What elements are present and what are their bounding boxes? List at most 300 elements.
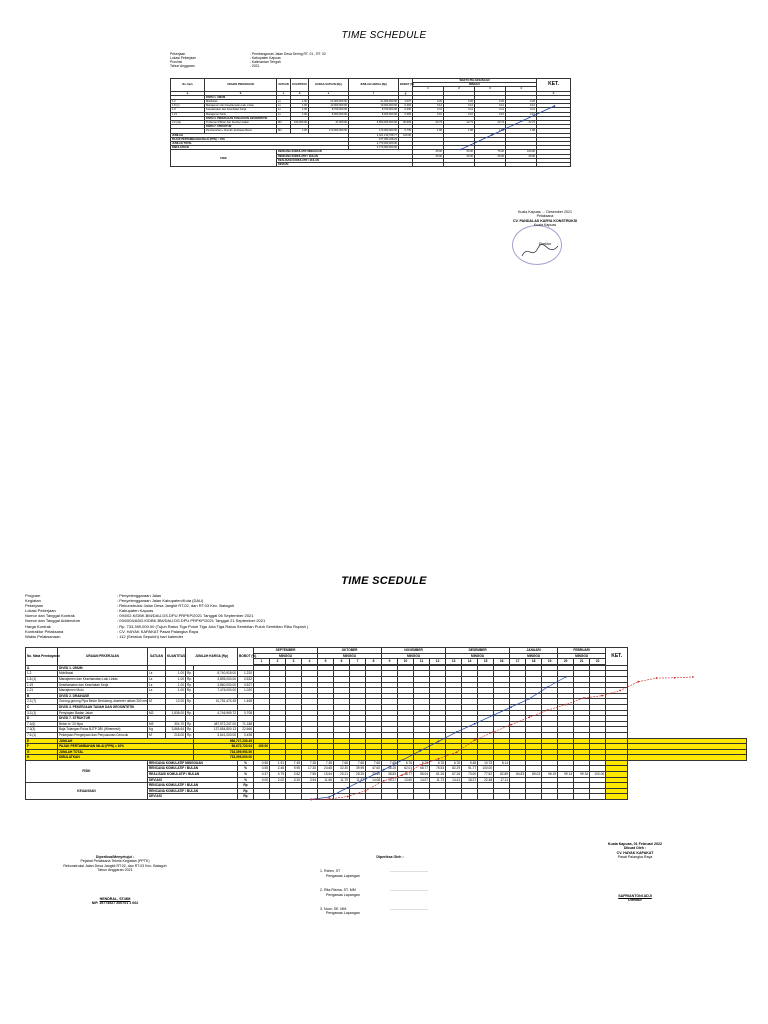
item-satuan: Ls xyxy=(277,100,291,104)
item-jumlah: 8,700,000.00 xyxy=(349,108,399,112)
minggu-header: MINGGU xyxy=(254,653,318,659)
total-label: DIBULATKAN xyxy=(58,755,194,761)
col-bobot: BOBOT (%) xyxy=(399,79,413,92)
item-uraian: Baja Tulangan Polos BJTP 280 (Wiremesh) xyxy=(58,727,148,733)
info-value: : 2021 xyxy=(250,64,260,68)
item-uraian: Penyiapan Badan Jalan xyxy=(58,710,148,716)
item-no: 7.3(3) xyxy=(26,727,58,733)
keuangan-week-value xyxy=(302,794,318,800)
fisik-week-value: 24.65 xyxy=(318,766,334,772)
item-jumlah: 170,000,000.00 xyxy=(349,129,399,133)
week-header: 1 xyxy=(254,659,270,665)
checker-role: Pengawas Lapangan xyxy=(326,873,360,878)
maker-heading: Dibuat Oleh : xyxy=(623,846,647,851)
item-jumlah: 137,654,800.13 xyxy=(194,727,238,733)
keuangan-week-value xyxy=(350,794,366,800)
item-kuantitas: 1.00 xyxy=(166,682,186,688)
info-key: Waktu Pelaksanaan xyxy=(25,633,61,639)
week-header: 19 xyxy=(542,659,558,665)
item-week-value: 22.73 xyxy=(444,121,475,125)
item-no: D xyxy=(26,716,58,722)
month-header: FEBRUARI xyxy=(558,648,606,654)
item-uraian: Keselamatan dan Kesehatan Kerja xyxy=(58,682,148,688)
fisik-week-value: 7.65 xyxy=(366,760,382,766)
item-uraian: Gorong-gorong Pipa Beton Bertulang, diameter dalam 300 mm xyxy=(59,699,148,704)
item-uraian: Pekerjaan Pengerjaan dan Penyusunan Cerucuk xyxy=(58,732,148,738)
keuangan-week-value xyxy=(254,794,270,800)
total-label: DIBULATKAN xyxy=(171,146,349,150)
fisik-week-value: 6.76 xyxy=(398,760,414,766)
fisik-week-value: 7.35 xyxy=(318,760,334,766)
sheet1-project-info xyxy=(170,52,326,68)
info-row xyxy=(170,64,326,68)
keuangan-week-value xyxy=(510,794,526,800)
total-value: 733,399,953.50 xyxy=(194,749,254,755)
item-kuantitas: 1.00 xyxy=(291,112,309,116)
item-uraian: DIVISI 2. DRAINASE xyxy=(58,693,148,699)
item-uraian: Manajemen Mutu xyxy=(205,112,277,116)
fisik-week-value: 0.37 xyxy=(254,772,270,778)
week-header: 18 xyxy=(526,659,542,665)
time-schedule-sheet-2 xyxy=(0,565,768,1024)
fisik-week-value: 11.73 xyxy=(430,777,446,783)
keuangan-week-value xyxy=(526,794,542,800)
fisik-week-value: 17.11 xyxy=(494,777,510,783)
sheet1-schedule-table xyxy=(170,78,571,167)
fisik-week-value: 17.30 xyxy=(302,766,318,772)
sheet1-company: CV. PANDALAS KARYA KONSTRUKSI xyxy=(512,218,578,223)
item-satuan: Ls xyxy=(148,676,166,682)
week-header: 8 xyxy=(366,659,382,665)
fisik-week-value: 2.46 xyxy=(270,766,286,772)
week-header: 14 xyxy=(462,659,478,665)
col-jumlah: JUMLAH HARGA (Rp) xyxy=(349,79,399,92)
item-jumlah: 10,000,000.00 xyxy=(349,104,399,108)
fisik-label: FISIK xyxy=(171,150,277,167)
item-uraian: DIVISI 1. UMUM xyxy=(205,95,277,99)
item-no: 7.6.(1) xyxy=(26,732,58,738)
month-header: NOVEMBER xyxy=(382,648,446,654)
item-uraian: Manajemen dan Keselamatan Lalu Lintas xyxy=(58,676,148,682)
fisik-row-label: REALISASI KOMULATIF / BULAN xyxy=(277,158,413,162)
fisik-week-value: 33.40 xyxy=(366,772,382,778)
item-week-value: 0.10 xyxy=(444,112,475,116)
keuangan-unit: Rp xyxy=(238,788,254,794)
item-no: 1.2 xyxy=(26,671,58,677)
keuangan-row-label: RENCANA KOMULATIF / BULAN xyxy=(148,783,238,789)
fisik-row-label: RENCANA KOMULATIF MINGGUAN xyxy=(148,760,238,766)
item-uraian: DIVISI 7. STRUKTUR xyxy=(205,125,277,129)
item-bobot: 1.037 xyxy=(399,100,413,104)
item-satuan: M' xyxy=(148,699,166,705)
fisik-week-value: 3.20 xyxy=(286,777,302,783)
fisik-week-value xyxy=(444,163,475,167)
fisik-week-value: 25.00 xyxy=(413,154,444,158)
keuangan-week-value xyxy=(382,794,398,800)
checker-spacer xyxy=(320,859,460,869)
total-value: 2,770,000,000.00 xyxy=(349,142,399,146)
total-value: 733,399,000.00 xyxy=(194,755,254,761)
sheet2-signature-middle xyxy=(320,855,460,916)
fisik-row-label: RENCANA KOMULATIF / BULAN xyxy=(277,154,413,158)
month-header: JANUARI xyxy=(510,648,558,654)
fisik-week-value: 38.83 xyxy=(382,772,398,778)
fisik-week-value xyxy=(413,163,444,167)
checker-signature-line: ...................................... xyxy=(390,907,428,912)
total-label: JUMLAH xyxy=(58,738,194,744)
item-jumlah: 5,550,000,000.00 xyxy=(349,121,399,125)
fisik-row-label: RENCANA KOMULATIF MINGGUAN xyxy=(277,150,413,154)
keuangan-week-value xyxy=(366,794,382,800)
fisik-unit: % xyxy=(238,777,254,783)
fisik-week-value: 11.66 xyxy=(318,777,334,783)
sheet2-signature-left xyxy=(40,855,190,905)
item-satuan: Ls xyxy=(277,104,291,108)
week-header: 7 xyxy=(350,659,366,665)
item-uraian: DIVISI 3. PEKERJAAN TANAH DAN GEOSINTETIK xyxy=(58,704,148,710)
item-kuantitas: 218.00 xyxy=(166,732,186,738)
checker-role: Pengawas Lapangan xyxy=(326,911,360,916)
keuangan-week-value xyxy=(558,794,574,800)
item-satuan: M' xyxy=(148,732,166,738)
fisik-week-value: 55.25 xyxy=(382,766,398,772)
item-no: 1.21 xyxy=(26,688,58,694)
info-value: : 094/02.K/DBK.BM/DAU.DS.DPU.PRPKP/2021 Tanggal 06 September 2021 xyxy=(117,613,254,619)
item-uraian: Manajemen dan Keselamatan Lalu Lintas xyxy=(205,104,277,108)
total-code: F xyxy=(26,744,58,750)
total-label: JUMLAH TOTAL xyxy=(171,142,349,146)
item-rp: Rp. xyxy=(187,727,192,732)
keuangan-week-value xyxy=(286,794,302,800)
fisik-ket xyxy=(537,163,571,167)
total-code: E xyxy=(26,738,58,744)
week-header: 22 xyxy=(590,659,606,665)
fisik-week-value: 100.00 xyxy=(478,766,494,772)
fisik-week-value: 75.00 xyxy=(475,150,506,154)
item-week-value: 0.12 xyxy=(444,104,475,108)
keuangan-week-value xyxy=(334,794,350,800)
fisik-week-value: 13.60 xyxy=(398,777,414,783)
info-value: : Kalimantan Tengah xyxy=(250,60,281,64)
item-kuantitas: 1,836.00 xyxy=(166,710,186,716)
fisik-row-label: DEVIASI xyxy=(277,163,413,167)
item-week-value: 0.26 xyxy=(506,100,537,104)
approver-year: Tahun Anggaran 2021 xyxy=(97,868,133,873)
week-header: 16 xyxy=(494,659,510,665)
item-week-value: 1.68 xyxy=(475,129,506,133)
item-bobot: 1.220 xyxy=(238,671,254,677)
item-satuan: Ls xyxy=(148,671,166,677)
item-kuantitas: 1.00 xyxy=(166,688,186,694)
fisik-week-value: 7.55 xyxy=(302,772,318,778)
item-no: 1.9 xyxy=(171,108,205,112)
fisik-week-value: 100.00 xyxy=(506,150,537,154)
col-minggu: MINGGU xyxy=(413,83,537,87)
item-kuantitas: 304.70 xyxy=(166,721,186,727)
keuangan-week-value xyxy=(494,794,510,800)
item-harga-satuan: 170,000,000.00 xyxy=(309,129,349,133)
item-jumlah: 3,641,000.00 xyxy=(194,732,238,738)
week-header: 13 xyxy=(446,659,462,665)
item-week-value: 0.10 xyxy=(475,112,506,116)
item-bobot: 0.532 xyxy=(238,676,254,682)
fisik-week-value: 0.00 xyxy=(254,777,270,783)
info-value: : Kabupaten Kapuas xyxy=(117,608,154,614)
col-waktu: WAKTU PELAKSANAAN xyxy=(413,79,537,83)
item-harga-satuan: 8,000,000.00 xyxy=(309,112,349,116)
item-satuan: M3 xyxy=(148,721,166,727)
week-header: 11 xyxy=(414,659,430,665)
week-header: 4 xyxy=(302,659,318,665)
fisik-week-value: 0.55 xyxy=(254,766,270,772)
week-header: 3 xyxy=(475,87,506,91)
fisik-week-value: 9.95 xyxy=(286,766,302,772)
checker-spacer xyxy=(320,878,460,888)
item-week-value: 22.73 xyxy=(506,121,537,125)
fisik-week-value: 0.55 xyxy=(254,760,270,766)
item-week-value: 1.68 xyxy=(413,129,444,133)
keuangan-row-label: RENCANA KOMULATIF / BULAN xyxy=(148,788,238,794)
item-no: 1.21 xyxy=(171,112,205,116)
fisik-week-value: 99.34 xyxy=(574,772,590,778)
checker-role: Pengawas Lapangan xyxy=(326,892,360,897)
info-value: : CV. HAYAK KAPAKAT Pasat Palangka Raya xyxy=(117,628,199,634)
item-satuan: Ls xyxy=(148,682,166,688)
total-label: PAJAK PERTAMBAHAN NILAI (PPN) = 10% xyxy=(171,137,349,141)
fisik-week-value: 11.87 xyxy=(350,777,366,783)
checker-signature-line: ...................................... xyxy=(390,888,428,893)
item-week-value: 1.68 xyxy=(506,129,537,133)
item-no: B xyxy=(26,693,58,699)
column-number: e xyxy=(309,91,349,95)
fisik-week-value: 15.27 xyxy=(382,777,398,783)
item-no: 1.8.(1) xyxy=(26,676,58,682)
item-harga-satuan: 10,000,000.00 xyxy=(309,104,349,108)
fisik-week-value: 1.91 xyxy=(270,760,286,766)
info-key: Pekerjaan xyxy=(25,603,44,609)
item-uraian: DIVISI 7. STRUKTUR xyxy=(58,716,148,722)
item-kuantitas: 150,000.00 xyxy=(291,121,309,125)
total-code: H xyxy=(26,755,58,761)
sheet1-position: Direktur xyxy=(538,241,552,246)
item-no: 7.1(6) xyxy=(26,721,58,727)
week-header: 3 xyxy=(286,659,302,665)
item-uraian: Manajemen Mutu xyxy=(58,688,148,694)
item-satuan: Ls xyxy=(277,108,291,112)
keuangan-week-value xyxy=(430,794,446,800)
fisik-week-value: 25.00 xyxy=(444,154,475,158)
item-kuantitas: 3,866.64 xyxy=(166,727,186,733)
item-bobot: 71.188 xyxy=(238,721,254,727)
fisik-unit: % xyxy=(238,772,254,778)
item-no: A xyxy=(26,665,58,671)
total-value: 2,421,130,768.77 xyxy=(349,133,399,137)
fisik-week-value: 2.02 xyxy=(270,777,286,783)
month-header: OKTOBER xyxy=(318,648,382,654)
month-header: SEPTEMBER xyxy=(254,648,318,654)
fisik-unit: % xyxy=(238,760,254,766)
week-header: 2 xyxy=(270,659,286,665)
fisik-week-value: 100.00 xyxy=(590,772,606,778)
approver-nip: NIP. 19774527 200701 1 002 xyxy=(91,901,139,906)
item-kuantitas: 12.00 xyxy=(166,699,186,705)
info-key: Lokasi Pekerjaan xyxy=(170,56,197,60)
keuangan-ket xyxy=(606,794,628,800)
total-value: 277,353,228.23 xyxy=(349,137,399,141)
total-value: 66,672,723.04 xyxy=(194,744,254,750)
fisik-week-value: 18.27 xyxy=(462,777,478,783)
col-uraian: URAIAN PEKERJAAN xyxy=(205,79,277,92)
checker-signature-line: ...................................... xyxy=(390,869,428,874)
week-header: 10 xyxy=(398,659,414,665)
approver-heading: Diperiksa/Menyetujui : xyxy=(95,855,135,859)
item-uraian: Mobilisasi xyxy=(58,671,148,677)
item-week-value: 0.26 xyxy=(475,100,506,104)
fisik-week-value: 84.83 xyxy=(510,772,526,778)
info-key: Nomor dan Tanggal Addendum xyxy=(25,618,81,624)
item-kuantitas: 1.00 xyxy=(291,129,309,133)
keuangan-week-value xyxy=(462,794,478,800)
item-week-value: 0.11 xyxy=(506,108,537,112)
info-key: Pekerjaan xyxy=(170,52,186,56)
approver-name: HENDRAL, ST.MM xyxy=(99,896,131,901)
info-key: Program xyxy=(25,593,41,598)
item-uraian: DIVISI 3. PEKERJAAN TANAH DAN GEOSINTETIK xyxy=(205,116,277,120)
fisik-label: FISIK xyxy=(26,760,148,782)
minggu-header: MINGGU xyxy=(558,653,606,659)
fisik-week-value: 3.94 xyxy=(302,777,318,783)
fisik-week-value: 62.01 xyxy=(398,766,414,772)
sheet1-city: Kuala Kapuas xyxy=(533,223,557,228)
fisik-row-label: RENCANA KOMULATIF / BULAN xyxy=(148,766,238,772)
total-bobot: 100.00 xyxy=(254,744,270,750)
maker-company: CV. HAYAK KAPAKAT xyxy=(616,850,654,855)
fisik-week-value: 67.26 xyxy=(446,772,462,778)
info-key: Tahun Anggaran xyxy=(170,64,195,68)
fisik-unit: % xyxy=(238,766,254,772)
item-satuan: Ls xyxy=(277,112,291,116)
fisik-week-value: 73.00 xyxy=(462,772,478,778)
item-bobot: 0.494 xyxy=(399,104,413,108)
fisik-week-value: 47.60 xyxy=(366,766,382,772)
column-number: d xyxy=(291,91,309,95)
fisik-week-value: 10.75 xyxy=(478,760,494,766)
handwritten-signature-1 xyxy=(520,240,560,262)
item-kuantitas: 1.00 xyxy=(291,104,309,108)
fisik-row-label: REALISASI KOMULATIF / BULAN xyxy=(148,772,238,778)
fisik-week-value: 6.76 xyxy=(430,760,446,766)
item-week-value: 22.73 xyxy=(475,121,506,125)
item-week-value: 0.12 xyxy=(413,104,444,108)
keuangan-week-value xyxy=(542,794,558,800)
sheet1-place-date: Kuala Kapuas, ... Desember 2021 xyxy=(518,210,572,214)
keuangan-week-value xyxy=(446,794,462,800)
item-jumlah: 3,895,000.00 xyxy=(194,676,238,682)
col-harga-satuan: HARGA SATUAN (Rp) xyxy=(309,79,349,92)
info-key: Kegiatan xyxy=(25,598,41,604)
item-week-value: 0.10 xyxy=(506,112,537,116)
week-header: 12 xyxy=(430,659,446,665)
fisik-week-value: 68.77 xyxy=(414,766,430,772)
fisik-row-label: DEVIASI xyxy=(148,777,238,783)
sheet2-title: TIME SCEDULE xyxy=(341,575,427,587)
item-uraian: Mobilisasi xyxy=(205,100,277,104)
sheet2-schedule-table xyxy=(25,647,747,800)
fisik-week-value: 14.08 xyxy=(366,777,382,783)
item-jumlah: 8,740,918.00 xyxy=(194,671,238,677)
item-rp: Rp. xyxy=(187,721,192,726)
col-kuantitas: KUANTITAS xyxy=(291,79,309,92)
week-header: 20 xyxy=(558,659,574,665)
item-bobot: 0.430 xyxy=(399,108,413,112)
total-value: 2,770,000,000.00 xyxy=(349,146,399,150)
maker-position: Direktur xyxy=(628,898,642,903)
fisik-week-value: 91.77 xyxy=(462,766,478,772)
item-bobot: 0.527 xyxy=(238,682,254,688)
item-bobot: 0.708 xyxy=(238,710,254,716)
item-kuantitas: 1.00 xyxy=(166,671,186,677)
item-uraian: Timbunan Pilihan dari Sumber Galian xyxy=(205,121,277,125)
maker-city: Pasat Palangka Raya xyxy=(617,855,653,860)
fisik-week-value: 15.64 xyxy=(318,772,334,778)
item-week-value: 1.68 xyxy=(444,129,475,133)
fisik-week-value: 28.25 xyxy=(350,772,366,778)
col-uraian: URAIAN PEKERJAAN xyxy=(58,648,148,666)
fisik-week-value: 89.03 xyxy=(526,772,542,778)
fisik-week-value xyxy=(475,163,506,167)
item-harga-satuan: 8,700,000.00 xyxy=(309,108,349,112)
fisik-week-value: 96.19 xyxy=(542,772,558,778)
fisik-week-value: 61.26 xyxy=(430,772,446,778)
item-jumlah: 4,746,969.72 xyxy=(194,710,238,716)
total-blank xyxy=(628,755,747,761)
fisik-week-value: 0.79 xyxy=(270,772,286,778)
item-week-value: 0.11 xyxy=(444,108,475,112)
item-week-value: 0.10 xyxy=(413,112,444,116)
minggu-header: MINGGU xyxy=(382,653,446,659)
item-bobot: 1.468 xyxy=(238,699,254,705)
item-uraian: DIVISI 1. UMUM xyxy=(58,665,148,671)
fisik-week-value: 20.21 xyxy=(334,772,350,778)
item-kuantitas: 1.00 xyxy=(291,108,309,112)
total-code: G xyxy=(26,749,58,755)
fisik-week-value: 99.14 xyxy=(558,772,574,778)
keuangan-week-value xyxy=(478,794,494,800)
fisik-week-value: 7.65 xyxy=(382,760,398,766)
total-bobot: 100.00 xyxy=(399,133,413,137)
approver-role: Pejabat Pelaksana Teknis Kegiatan (PPTK) xyxy=(80,859,150,864)
item-bobot: 0.498 xyxy=(238,732,254,738)
fisik-week-value: 7.65 xyxy=(334,760,350,766)
fisik-week-value: 77.52 xyxy=(478,772,494,778)
fisik-week-value: 82.89 xyxy=(494,772,510,778)
time-schedule-sheet-1 xyxy=(0,0,768,300)
item-satuan: M3 xyxy=(277,121,291,125)
col-no: No. Item xyxy=(171,79,205,92)
column-number: c xyxy=(277,91,291,95)
info-value: : Pembangunan Jalan Desa Sering RT. 01 , RT. 02 xyxy=(250,52,326,56)
fisik-week-value: 55.04 xyxy=(414,772,430,778)
week-header: 1 xyxy=(413,87,444,91)
sheet1-role: Pelaksana xyxy=(536,214,554,219)
item-no: 1.19 xyxy=(26,682,58,688)
minggu-header: MINGGU xyxy=(318,653,382,659)
fisik-week-value: 39.95 xyxy=(350,766,366,772)
item-satuan: M2 xyxy=(148,710,166,716)
item-week-value: 0.12 xyxy=(475,104,506,108)
item-week-value: 0.11 xyxy=(475,108,506,112)
minggu-header: MINGGU xyxy=(446,653,510,659)
